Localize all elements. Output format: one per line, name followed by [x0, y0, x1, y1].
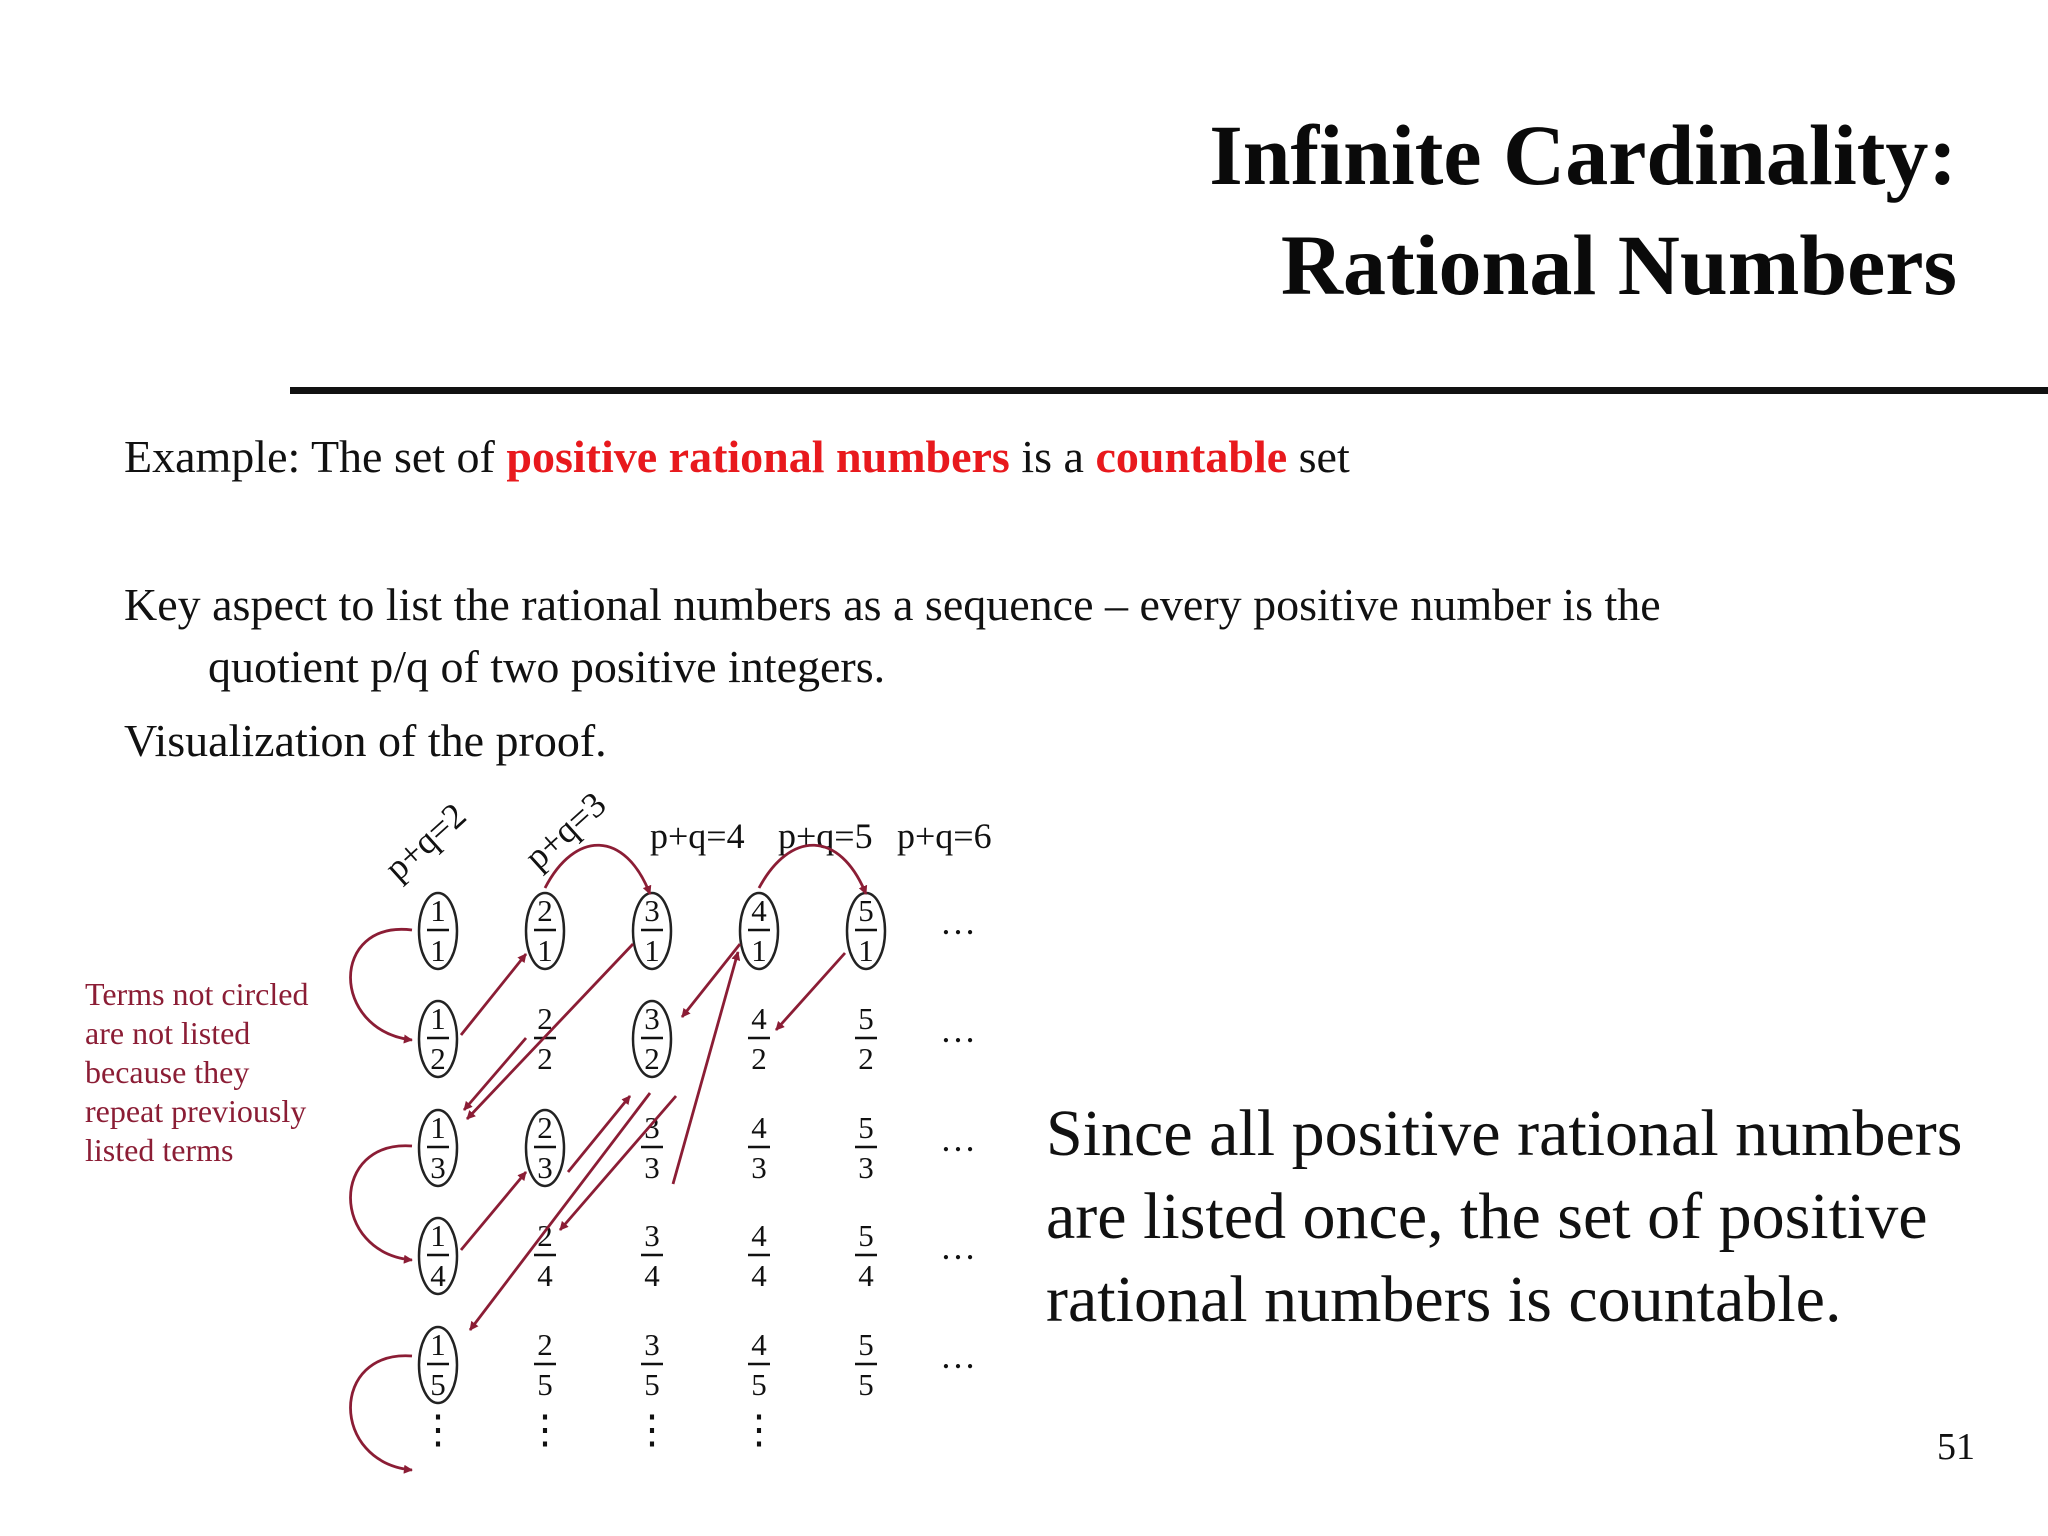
fraction-term [855, 1001, 877, 1076]
diagonal-label: p+q=6 [897, 816, 992, 856]
side-note-line: listed terms [85, 1132, 234, 1168]
example-prefix: Example: The set of [124, 431, 507, 482]
fraction-denominator: 1 [430, 933, 446, 968]
fraction-numerator: 2 [537, 893, 553, 928]
fraction-term [526, 893, 564, 969]
fraction-denominator: 2 [858, 1041, 874, 1076]
column-ellipsis: ⋮ [525, 1407, 565, 1452]
fraction-term [641, 1327, 663, 1402]
sequence-arrow [776, 953, 845, 1030]
fraction-term [748, 1218, 770, 1293]
fraction-denominator: 4 [430, 1258, 446, 1293]
fraction-term [740, 893, 778, 969]
row-ellipsis: … [940, 1119, 976, 1159]
conclusion-line: Since all positive rational numbers [1046, 1097, 1963, 1170]
row-ellipsis: … [940, 1336, 976, 1376]
sequence-arrow [351, 1356, 413, 1470]
side-note-line: repeat previously [85, 1093, 307, 1129]
fraction-denominator: 1 [858, 933, 874, 968]
fraction-numerator: 5 [858, 1001, 874, 1036]
fraction-denominator: 4 [537, 1258, 553, 1293]
title-line-2: Rational Numbers [1280, 217, 1957, 313]
conclusion-line: rational numbers is countable. [1046, 1263, 1842, 1336]
fraction-denominator: 1 [751, 933, 767, 968]
fraction-numerator: 2 [537, 1327, 553, 1362]
visualization-caption: Visualization of the proof. [124, 715, 607, 766]
fraction-numerator: 4 [751, 1001, 767, 1036]
fraction-numerator: 3 [644, 1110, 660, 1145]
page-number: 51 [1937, 1426, 1975, 1468]
sequence-arrow [461, 1172, 526, 1250]
fraction-term [641, 1110, 663, 1185]
fraction-term [847, 893, 885, 969]
fraction-denominator: 3 [430, 1150, 446, 1185]
column-ellipsis: ⋮ [418, 1407, 458, 1452]
column-ellipsis: ⋮ [739, 1407, 779, 1452]
fraction-denominator: 5 [430, 1367, 446, 1402]
conclusion-line: are listed once, the set of positive [1046, 1180, 1928, 1253]
fraction-denominator: 4 [858, 1258, 874, 1293]
column-ellipsis: ⋮ [632, 1407, 672, 1452]
fraction-numerator: 5 [858, 1327, 874, 1362]
fraction-numerator: 1 [430, 1001, 446, 1036]
fraction-numerator: 4 [751, 1110, 767, 1145]
fraction-denominator: 2 [644, 1041, 660, 1076]
example-suffix: set [1287, 431, 1350, 482]
fraction-term [534, 1327, 556, 1402]
fraction-denominator: 2 [430, 1041, 446, 1076]
fraction-numerator: 5 [858, 893, 874, 928]
fraction-term [419, 1327, 457, 1403]
fraction-numerator: 1 [430, 1218, 446, 1253]
row-ellipsis: … [940, 1227, 976, 1267]
fraction-denominator: 5 [858, 1367, 874, 1402]
side-note-line: are not listed [85, 1015, 251, 1051]
fraction-numerator: 5 [858, 1110, 874, 1145]
sequence-arrow [470, 1093, 650, 1330]
diagonal-label: p+q=2 [376, 794, 474, 888]
fraction-denominator: 3 [751, 1150, 767, 1185]
example-highlight-countable: countable [1095, 431, 1288, 482]
side-note-line: because they [85, 1054, 250, 1090]
key-aspect-line-1: Key aspect to list the rational numbers as a sequence – every positive number is the [124, 579, 1661, 630]
fraction-denominator: 3 [858, 1150, 874, 1185]
fraction-denominator: 5 [537, 1367, 553, 1402]
diagonal-label: p+q=4 [650, 816, 745, 856]
sequence-arrow [351, 929, 413, 1040]
key-aspect-line-2: quotient p/q of two positive integers. [208, 641, 886, 692]
title-line-1: Infinite Cardinality: [1209, 107, 1957, 203]
sequence-arrow [467, 944, 633, 1119]
fraction-term [419, 1001, 457, 1077]
fraction-numerator: 3 [644, 1001, 660, 1036]
fraction-denominator: 3 [644, 1150, 660, 1185]
fraction-term [526, 1110, 564, 1186]
fraction-term [748, 1001, 770, 1076]
fraction-term [641, 1218, 663, 1293]
example-highlight-positive-rationals: positive rational numbers [506, 431, 1010, 482]
row-ellipsis: … [940, 902, 976, 942]
fraction-term [855, 1327, 877, 1402]
fraction-term [748, 1110, 770, 1185]
fraction-numerator: 3 [644, 893, 660, 928]
conclusion-text [1046, 1092, 1962, 1341]
example-middle: is a [1009, 431, 1096, 482]
side-note-line: Terms not circled [85, 976, 309, 1012]
diagonal-label: p+q=5 [778, 816, 873, 856]
fraction-term [419, 893, 457, 969]
diagonal-label: p+q=3 [516, 783, 614, 877]
fraction-numerator: 3 [644, 1218, 660, 1253]
fraction-denominator: 3 [537, 1150, 553, 1185]
fraction-term [855, 1110, 877, 1185]
fraction-numerator: 2 [537, 1001, 553, 1036]
fraction-term [633, 1001, 671, 1077]
fraction-denominator: 4 [751, 1258, 767, 1293]
fraction-numerator: 5 [858, 1218, 874, 1253]
fraction-numerator: 4 [751, 1327, 767, 1362]
fraction-numerator: 1 [430, 1327, 446, 1362]
fraction-term [855, 1218, 877, 1293]
fraction-term [419, 1110, 457, 1186]
fraction-numerator: 1 [430, 1110, 446, 1145]
fraction-term [419, 1218, 457, 1294]
fraction-term [633, 893, 671, 969]
row-ellipsis: … [940, 1010, 976, 1050]
fraction-numerator: 3 [644, 1327, 660, 1362]
fraction-denominator: 5 [751, 1367, 767, 1402]
fraction-numerator: 4 [751, 893, 767, 928]
sequence-arrow [351, 1146, 413, 1260]
fraction-denominator: 2 [537, 1041, 553, 1076]
sequence-arrow [461, 954, 526, 1035]
fraction-denominator: 2 [751, 1041, 767, 1076]
fraction-denominator: 1 [644, 933, 660, 968]
fraction-numerator: 1 [430, 893, 446, 928]
fraction-denominator: 4 [644, 1258, 660, 1293]
side-note [85, 975, 308, 1170]
fraction-denominator: 1 [537, 933, 553, 968]
fraction-numerator: 4 [751, 1218, 767, 1253]
fraction-denominator: 5 [644, 1367, 660, 1402]
fraction-term [748, 1327, 770, 1402]
fraction-numerator: 2 [537, 1218, 553, 1253]
fraction-numerator: 2 [537, 1110, 553, 1145]
sequence-arrow [464, 1038, 526, 1110]
